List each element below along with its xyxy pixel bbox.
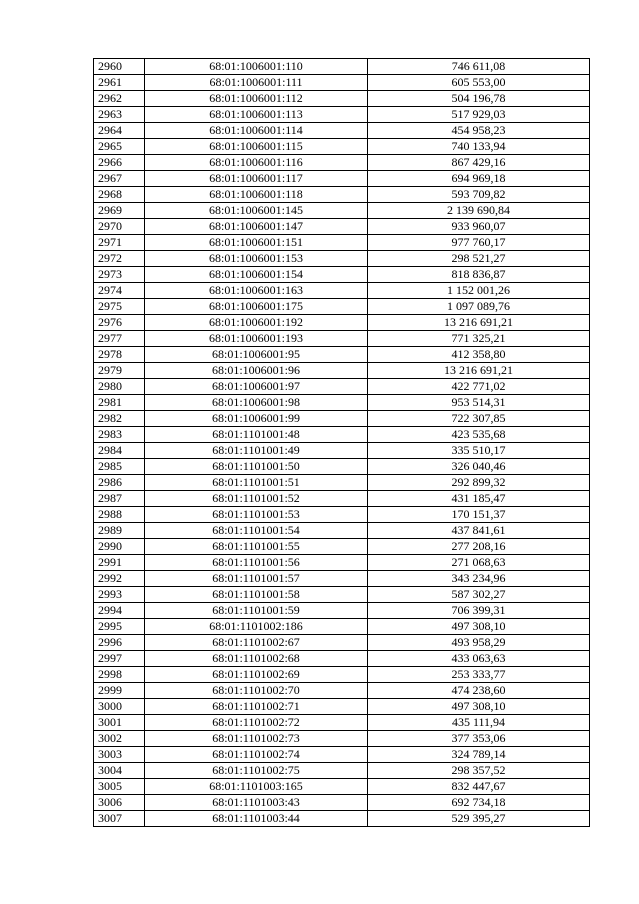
- cadastral-number-cell: 68:01:1101003:44: [145, 811, 368, 827]
- cadastral-value-cell: 13 216 691,21: [368, 315, 590, 331]
- row-number-cell: 3005: [94, 779, 145, 795]
- row-number-cell: 2984: [94, 443, 145, 459]
- row-number-cell: 3000: [94, 699, 145, 715]
- row-number-cell: 2960: [94, 59, 145, 75]
- cadastral-value-cell: 517 929,03: [368, 107, 590, 123]
- cadastral-value-cell: 277 208,16: [368, 539, 590, 555]
- table-row: [94, 491, 590, 507]
- cadastral-number-cell: 68:01:1006001:163: [145, 283, 368, 299]
- cadastral-number-cell: 68:01:1006001:112: [145, 91, 368, 107]
- table-row: [94, 59, 590, 75]
- table-row: [94, 267, 590, 283]
- cadastral-value-cell: 435 111,94: [368, 715, 590, 731]
- cadastral-number-cell: 68:01:1101001:50: [145, 459, 368, 475]
- row-number-cell: 2999: [94, 683, 145, 699]
- row-number-cell: 2986: [94, 475, 145, 491]
- table-row: [94, 779, 590, 795]
- row-number-cell: 2992: [94, 571, 145, 587]
- table-row: [94, 459, 590, 475]
- cadastral-number-cell: 68:01:1006001:111: [145, 75, 368, 91]
- table-row: [94, 379, 590, 395]
- cadastral-number-cell: 68:01:1101001:59: [145, 603, 368, 619]
- cadastral-number-cell: 68:01:1101002:186: [145, 619, 368, 635]
- cadastral-value-cell: 605 553,00: [368, 75, 590, 91]
- table-row: [94, 731, 590, 747]
- table-row: [94, 411, 590, 427]
- cadastral-value-cell: 832 447,67: [368, 779, 590, 795]
- cadastral-number-cell: 68:01:1101002:73: [145, 731, 368, 747]
- cadastral-number-cell: 68:01:1006001:116: [145, 155, 368, 171]
- cadastral-number-cell: 68:01:1006001:154: [145, 267, 368, 283]
- cadastral-value-cell: 692 734,18: [368, 795, 590, 811]
- cadastral-value-cell: 431 185,47: [368, 491, 590, 507]
- cadastral-value-cell: 454 958,23: [368, 123, 590, 139]
- cadastral-value-cell: 2 139 690,84: [368, 203, 590, 219]
- row-number-cell: 2961: [94, 75, 145, 91]
- cadastral-value-cell: 587 302,27: [368, 587, 590, 603]
- row-number-cell: 2967: [94, 171, 145, 187]
- cadastral-value-cell: 412 358,80: [368, 347, 590, 363]
- table-row: [94, 283, 590, 299]
- cadastral-value-cell: 706 399,31: [368, 603, 590, 619]
- row-number-cell: 3007: [94, 811, 145, 827]
- cadastral-number-cell: 68:01:1101001:56: [145, 555, 368, 571]
- cadastral-number-cell: 68:01:1006001:114: [145, 123, 368, 139]
- row-number-cell: 2963: [94, 107, 145, 123]
- cadastral-number-cell: 68:01:1101001:55: [145, 539, 368, 555]
- row-number-cell: 2979: [94, 363, 145, 379]
- row-number-cell: 2988: [94, 507, 145, 523]
- cadastral-value-cell: 343 234,96: [368, 571, 590, 587]
- cadastral-value-cell: 170 151,37: [368, 507, 590, 523]
- cadastral-value-cell: 504 196,78: [368, 91, 590, 107]
- table-row: [94, 123, 590, 139]
- cadastral-value-cell: 529 395,27: [368, 811, 590, 827]
- cadastral-number-cell: 68:01:1006001:147: [145, 219, 368, 235]
- table-row: [94, 603, 590, 619]
- cadastral-value-cell: 13 216 691,21: [368, 363, 590, 379]
- table-row: [94, 363, 590, 379]
- cadastral-number-cell: 68:01:1101002:68: [145, 651, 368, 667]
- cadastral-number-cell: 68:01:1101002:69: [145, 667, 368, 683]
- table-row: [94, 251, 590, 267]
- row-number-cell: 2989: [94, 523, 145, 539]
- row-number-cell: 2990: [94, 539, 145, 555]
- cadastral-value-cell: 271 068,63: [368, 555, 590, 571]
- cadastral-number-cell: 68:01:1006001:192: [145, 315, 368, 331]
- table-row: [94, 811, 590, 827]
- row-number-cell: 2993: [94, 587, 145, 603]
- table-row: [94, 331, 590, 347]
- cadastral-number-cell: 68:01:1101001:57: [145, 571, 368, 587]
- table-body: [94, 59, 590, 827]
- table-row: [94, 475, 590, 491]
- table-row: [94, 107, 590, 123]
- cadastral-number-cell: 68:01:1006001:151: [145, 235, 368, 251]
- row-number-cell: 2977: [94, 331, 145, 347]
- cadastral-number-cell: 68:01:1101002:75: [145, 763, 368, 779]
- cadastral-value-cell: 298 521,27: [368, 251, 590, 267]
- cadastral-value-cell: 593 709,82: [368, 187, 590, 203]
- row-number-cell: 3001: [94, 715, 145, 731]
- row-number-cell: 2981: [94, 395, 145, 411]
- cadastral-number-cell: 68:01:1101002:72: [145, 715, 368, 731]
- cadastral-number-cell: 68:01:1006001:175: [145, 299, 368, 315]
- cadastral-number-cell: 68:01:1101001:48: [145, 427, 368, 443]
- cadastral-value-cell: 933 960,07: [368, 219, 590, 235]
- cadastral-value-cell: 493 958,29: [368, 635, 590, 651]
- table-row: [94, 187, 590, 203]
- table-row: [94, 635, 590, 651]
- cadastral-number-cell: 68:01:1006001:110: [145, 59, 368, 75]
- table-row: [94, 91, 590, 107]
- cadastral-value-cell: 292 899,32: [368, 475, 590, 491]
- table-row: [94, 443, 590, 459]
- table-row: [94, 619, 590, 635]
- cadastral-number-cell: 68:01:1101002:67: [145, 635, 368, 651]
- cadastral-number-cell: 68:01:1101002:71: [145, 699, 368, 715]
- cadastral-value-cell: 474 238,60: [368, 683, 590, 699]
- cadastral-number-cell: 68:01:1101001:54: [145, 523, 368, 539]
- table-row: [94, 315, 590, 331]
- cadastral-number-cell: 68:01:1006001:153: [145, 251, 368, 267]
- row-number-cell: 2966: [94, 155, 145, 171]
- cadastral-value-cell: 422 771,02: [368, 379, 590, 395]
- cadastral-number-cell: 68:01:1101001:58: [145, 587, 368, 603]
- row-number-cell: 2982: [94, 411, 145, 427]
- cadastral-value-cell: 423 535,68: [368, 427, 590, 443]
- table-row: [94, 139, 590, 155]
- row-number-cell: 2991: [94, 555, 145, 571]
- table-row: [94, 699, 590, 715]
- cadastral-value-cell: 377 353,06: [368, 731, 590, 747]
- table-row: [94, 395, 590, 411]
- table-row: [94, 587, 590, 603]
- row-number-cell: 3004: [94, 763, 145, 779]
- cadastral-value-cell: 1 152 001,26: [368, 283, 590, 299]
- cadastral-number-cell: 68:01:1101003:165: [145, 779, 368, 795]
- table-row: [94, 507, 590, 523]
- cadastral-number-cell: 68:01:1006001:115: [145, 139, 368, 155]
- cadastral-number-cell: 68:01:1101002:74: [145, 747, 368, 763]
- cadastral-number-cell: 68:01:1006001:193: [145, 331, 368, 347]
- table-row: [94, 715, 590, 731]
- cadastral-value-cell: 433 063,63: [368, 651, 590, 667]
- cadastral-value-cell: 977 760,17: [368, 235, 590, 251]
- table-row: [94, 523, 590, 539]
- cadastral-value-cell: 335 510,17: [368, 443, 590, 459]
- cadastral-value-cell: 437 841,61: [368, 523, 590, 539]
- cadastral-value-cell: 326 040,46: [368, 459, 590, 475]
- row-number-cell: 2976: [94, 315, 145, 331]
- table-row: [94, 299, 590, 315]
- cadastral-number-cell: 68:01:1101003:43: [145, 795, 368, 811]
- cadastral-value-cell: 746 611,08: [368, 59, 590, 75]
- row-number-cell: 2968: [94, 187, 145, 203]
- table-row: [94, 427, 590, 443]
- row-number-cell: 2969: [94, 203, 145, 219]
- row-number-cell: 2995: [94, 619, 145, 635]
- row-number-cell: 2987: [94, 491, 145, 507]
- row-number-cell: 2974: [94, 283, 145, 299]
- row-number-cell: 2972: [94, 251, 145, 267]
- cadastral-number-cell: 68:01:1101001:52: [145, 491, 368, 507]
- cadastral-number-cell: 68:01:1006001:117: [145, 171, 368, 187]
- table-row: [94, 155, 590, 171]
- cadastral-value-cell: 497 308,10: [368, 619, 590, 635]
- row-number-cell: 2965: [94, 139, 145, 155]
- cadastral-number-cell: 68:01:1006001:113: [145, 107, 368, 123]
- table-row: [94, 795, 590, 811]
- table-row: [94, 203, 590, 219]
- row-number-cell: 2971: [94, 235, 145, 251]
- row-number-cell: 2970: [94, 219, 145, 235]
- cadastral-value-cell: 771 325,21: [368, 331, 590, 347]
- row-number-cell: 2996: [94, 635, 145, 651]
- cadastral-value-cell: 722 307,85: [368, 411, 590, 427]
- row-number-cell: 3002: [94, 731, 145, 747]
- cadastral-value-cell: 324 789,14: [368, 747, 590, 763]
- table-row: [94, 219, 590, 235]
- cadastral-number-cell: 68:01:1006001:98: [145, 395, 368, 411]
- cadastral-value-cell: 497 308,10: [368, 699, 590, 715]
- cadastral-number-cell: 68:01:1101001:49: [145, 443, 368, 459]
- table-row: [94, 347, 590, 363]
- row-number-cell: 2997: [94, 651, 145, 667]
- cadastral-value-cell: 740 133,94: [368, 139, 590, 155]
- cadastral-number-cell: 68:01:1006001:99: [145, 411, 368, 427]
- table-row: [94, 763, 590, 779]
- table-row: [94, 75, 590, 91]
- cadastral-value-cell: 953 514,31: [368, 395, 590, 411]
- cadastral-number-cell: 68:01:1006001:96: [145, 363, 368, 379]
- table-row: [94, 539, 590, 555]
- table-row: [94, 235, 590, 251]
- cadastral-number-cell: 68:01:1006001:145: [145, 203, 368, 219]
- table-row: [94, 571, 590, 587]
- table-row: [94, 683, 590, 699]
- cadastral-value-cell: 253 333,77: [368, 667, 590, 683]
- row-number-cell: 2964: [94, 123, 145, 139]
- table-row: [94, 667, 590, 683]
- row-number-cell: 2980: [94, 379, 145, 395]
- cadastral-number-cell: 68:01:1006001:95: [145, 347, 368, 363]
- cadastral-number-cell: 68:01:1006001:97: [145, 379, 368, 395]
- row-number-cell: 3003: [94, 747, 145, 763]
- cadastral-number-cell: 68:01:1101002:70: [145, 683, 368, 699]
- cadastral-value-cell: 298 357,52: [368, 763, 590, 779]
- table-row: [94, 555, 590, 571]
- row-number-cell: 2973: [94, 267, 145, 283]
- row-number-cell: 2998: [94, 667, 145, 683]
- cadastral-value-cell: 867 429,16: [368, 155, 590, 171]
- table-row: [94, 747, 590, 763]
- row-number-cell: 2978: [94, 347, 145, 363]
- row-number-cell: 2994: [94, 603, 145, 619]
- cadastral-value-table: [93, 58, 590, 827]
- table-row: [94, 651, 590, 667]
- row-number-cell: 2983: [94, 427, 145, 443]
- cadastral-number-cell: 68:01:1101001:53: [145, 507, 368, 523]
- row-number-cell: 2985: [94, 459, 145, 475]
- cadastral-value-cell: 818 836,87: [368, 267, 590, 283]
- row-number-cell: 2975: [94, 299, 145, 315]
- cadastral-number-cell: 68:01:1006001:118: [145, 187, 368, 203]
- cadastral-value-cell: 694 969,18: [368, 171, 590, 187]
- table-row: [94, 171, 590, 187]
- row-number-cell: 3006: [94, 795, 145, 811]
- cadastral-value-cell: 1 097 089,76: [368, 299, 590, 315]
- row-number-cell: 2962: [94, 91, 145, 107]
- cadastral-number-cell: 68:01:1101001:51: [145, 475, 368, 491]
